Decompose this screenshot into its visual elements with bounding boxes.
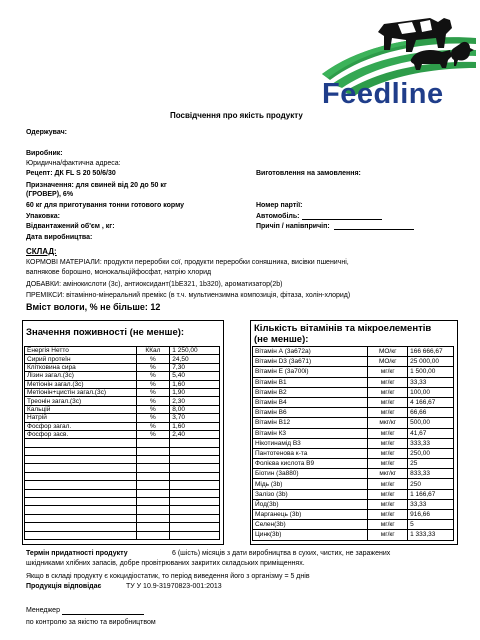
row-value-cell: 3,70 <box>170 414 220 422</box>
row-value-cell: 916,66 <box>408 510 454 520</box>
table-row <box>25 380 220 388</box>
row-value-cell: 5,40 <box>170 372 220 380</box>
producer-label: Виробник: <box>26 150 63 157</box>
row-unit-cell: % <box>136 405 170 413</box>
row-name-cell: Кальцій <box>25 405 137 413</box>
row-unit-cell: МО/кг <box>368 347 408 357</box>
table-row <box>253 367 454 377</box>
table-row <box>253 469 454 479</box>
table-row <box>253 510 454 520</box>
row-value-cell <box>170 531 220 539</box>
row-unit-cell: мг/кг <box>368 499 408 509</box>
row-name-cell <box>25 464 137 472</box>
row-unit-cell: % <box>136 422 170 430</box>
row-value-cell: 1 500,00 <box>408 367 454 377</box>
row-unit-cell: мг/кг <box>368 387 408 397</box>
row-name-cell: Вітамін В12 <box>253 418 368 428</box>
row-unit-cell: % <box>136 363 170 371</box>
row-name-cell: Йод(3b) <box>253 499 368 509</box>
row-unit-cell: мкг/кг <box>368 469 408 479</box>
row-value-cell: 333,33 <box>408 438 454 448</box>
table-row <box>25 481 220 489</box>
row-unit-cell: ККал <box>136 347 170 355</box>
cow-icon <box>378 18 452 52</box>
table-row <box>25 422 220 430</box>
shipped-volume-label: Відвантажений об'єм , кг: <box>26 223 115 230</box>
row-unit-cell: мг/кг <box>368 377 408 387</box>
row-name-cell <box>25 498 137 506</box>
row-unit-cell: мг/кг <box>368 438 408 448</box>
table-row <box>253 408 454 418</box>
nutrition-table <box>24 346 220 540</box>
row-name-cell: Біотин (3а880) <box>253 469 368 479</box>
row-value-cell: 1,60 <box>170 380 220 388</box>
row-unit-cell: % <box>136 388 170 396</box>
order-maker-label: Виготовлення на замовлення: <box>256 170 361 177</box>
row-name-cell: Мідь (3b) <box>253 479 368 489</box>
row-unit-cell <box>136 456 170 464</box>
row-name-cell <box>25 506 137 514</box>
recipe-label: Рецепт: ДК FL S 20 50/6/30 <box>26 170 116 177</box>
row-unit-cell <box>136 531 170 539</box>
row-name-cell <box>25 514 137 522</box>
row-name-cell: Лізин загал.(3с) <box>25 372 137 380</box>
row-name-cell: Натрій <box>25 414 137 422</box>
row-value-cell <box>170 481 220 489</box>
row-value-cell: 33,33 <box>408 377 454 387</box>
row-unit-cell: мг/кг <box>368 520 408 530</box>
row-name-cell: Вітамін D3 (3а671) <box>253 357 368 367</box>
row-name-cell: Клітковина сира <box>25 363 137 371</box>
row-name-cell <box>25 472 137 480</box>
manager-signature-line <box>62 614 144 615</box>
row-value-cell: 1,60 <box>170 422 220 430</box>
row-name-cell: Сирий протеїн <box>25 355 137 363</box>
table-row <box>253 428 454 438</box>
row-unit-cell <box>136 472 170 480</box>
table-row <box>25 514 220 522</box>
nutrition-heading: Значення поживності (не менше): <box>26 327 185 338</box>
row-unit-cell <box>136 464 170 472</box>
manager-label: Менеджер <box>26 607 60 614</box>
composition-line-3: ДОБАВКИ: амінокислоти (3с), антиоксидант(1bE321, 1b320), ароматизатор(2b) <box>26 281 283 288</box>
table-row <box>253 448 454 458</box>
table-row <box>25 355 220 363</box>
row-value-cell <box>170 489 220 497</box>
row-name-cell: Енергія Нетто <box>25 347 137 355</box>
table-row <box>253 520 454 530</box>
quality-control-label: по контролю за якістю та виробництвом <box>26 619 156 626</box>
row-value-cell <box>170 472 220 480</box>
row-name-cell <box>25 531 137 539</box>
row-value-cell: 24,50 <box>170 355 220 363</box>
composition-line-1: КОРМОВІ МАТЕРІАЛИ: продукти переробки сої, продукти переробки соняшника, висівки пшеничні, <box>26 259 349 266</box>
row-unit-cell: мг/кг <box>368 367 408 377</box>
row-name-cell: Вітамін А (3а672а) <box>253 347 368 357</box>
row-value-cell <box>170 456 220 464</box>
row-value-cell: 33,33 <box>408 499 454 509</box>
table-row <box>25 439 220 447</box>
table-row <box>253 418 454 428</box>
table-row <box>25 447 220 455</box>
row-name-cell: Марганець (3b) <box>253 510 368 520</box>
table-row <box>253 397 454 407</box>
row-value-cell: 25 <box>408 459 454 469</box>
row-value-cell <box>170 514 220 522</box>
table-row <box>253 357 454 367</box>
spec-value: ТУ У 10.9-31970823-001:2013 <box>126 583 222 590</box>
row-unit-cell: мг/кг <box>368 530 408 540</box>
row-unit-cell <box>136 489 170 497</box>
row-name-cell: Метіонін загал.(3с) <box>25 380 137 388</box>
vitamins-heading-line-2: (не менше): <box>254 334 309 345</box>
row-value-cell <box>170 439 220 447</box>
car-label: Автомобіль: <box>256 213 300 220</box>
shelf-life-text-2: шкідниками хлібних запасів, добре провітрюваних закритих складських приміщеннях. <box>26 560 305 567</box>
row-unit-cell <box>136 498 170 506</box>
row-name-cell <box>25 523 137 531</box>
row-name-cell: Вітамін В1 <box>253 377 368 387</box>
row-unit-cell: мг/кг <box>368 428 408 438</box>
row-value-cell: 1,90 <box>170 388 220 396</box>
row-value-cell: 5 <box>408 520 454 530</box>
logo-wordmark: Feedline <box>322 78 444 110</box>
table-row <box>25 498 220 506</box>
purpose-line-1: Призначення: для свиней від 20 до 50 кг <box>26 182 167 189</box>
row-name-cell: Вітамін Е (3а700і) <box>253 367 368 377</box>
shelf-life-text: 6 (шість) місяців з дати виробництва в сухих, чистих, не заражених <box>172 550 391 557</box>
table-row <box>25 397 220 405</box>
row-unit-cell: % <box>136 380 170 388</box>
packaging-label: Упаковка: <box>26 213 60 220</box>
row-value-cell: 833,33 <box>408 469 454 479</box>
row-name-cell <box>25 456 137 464</box>
row-value-cell <box>170 498 220 506</box>
row-name-cell: Метіонін+цистін загал.(3с) <box>25 388 137 396</box>
row-unit-cell <box>136 481 170 489</box>
composition-heading: СКЛАД: <box>26 247 57 256</box>
composition-line-4: ПРЕМІКСИ: вітамінно-мінеральний премікс (в т.ч. мультиензимна композиція, фітаза, холін-хлорид) <box>26 292 351 299</box>
table-row <box>25 523 220 531</box>
row-value-cell: 4 166,67 <box>408 397 454 407</box>
table-row <box>253 530 454 540</box>
row-unit-cell: % <box>136 414 170 422</box>
table-row <box>25 363 220 371</box>
row-value-cell: 166 666,67 <box>408 347 454 357</box>
table-row <box>25 489 220 497</box>
row-unit-cell: мг/кг <box>368 510 408 520</box>
row-value-cell <box>170 506 220 514</box>
row-name-cell: Вітамін К3 <box>253 428 368 438</box>
row-unit-cell <box>136 447 170 455</box>
table-row <box>25 388 220 396</box>
row-name-cell: Вітамін В6 <box>253 408 368 418</box>
row-unit-cell: мг/кг <box>368 459 408 469</box>
row-value-cell: 8,00 <box>170 405 220 413</box>
row-unit-cell <box>136 439 170 447</box>
table-row <box>253 499 454 509</box>
row-value-cell: 2,30 <box>170 397 220 405</box>
table-row <box>253 479 454 489</box>
table-row <box>253 438 454 448</box>
table-row <box>25 414 220 422</box>
table-row <box>253 377 454 387</box>
car-line <box>302 219 382 220</box>
row-unit-cell: % <box>136 372 170 380</box>
purpose-line-3: 60 кг для приготування тонни готового корму <box>26 202 185 209</box>
table-row <box>25 347 220 355</box>
row-unit-cell <box>136 514 170 522</box>
table-row <box>25 531 220 539</box>
row-name-cell <box>25 489 137 497</box>
purpose-line-2: (ГРОВЕР), 6% <box>26 191 74 198</box>
recipient-label: Одержувач: <box>26 129 67 136</box>
table-row <box>253 347 454 357</box>
row-name-cell: Треонін загал.(3с) <box>25 397 137 405</box>
row-value-cell <box>170 523 220 531</box>
composition-line-2: вапнякове борошно, монокальційфосфат, натрію хлорид <box>26 269 212 276</box>
row-name-cell: Фолієва кислота В9 <box>253 459 368 469</box>
row-value-cell: 66,66 <box>408 408 454 418</box>
row-value-cell <box>170 447 220 455</box>
table-row <box>25 506 220 514</box>
row-name-cell: Нікотинамід В3 <box>253 438 368 448</box>
row-value-cell: 100,00 <box>408 387 454 397</box>
table-row <box>25 405 220 413</box>
row-unit-cell: мг/кг <box>368 448 408 458</box>
table-row <box>25 372 220 380</box>
production-date-label: Дата виробництва: <box>26 234 93 241</box>
row-name-cell: Фосфор загал. <box>25 422 137 430</box>
table-row <box>253 489 454 499</box>
row-name-cell <box>25 481 137 489</box>
row-value-cell: 2,40 <box>170 430 220 438</box>
table-row <box>25 464 220 472</box>
row-value-cell: 1 250,00 <box>170 347 220 355</box>
vitamins-heading-line-1: Кількість вітамінів та мікроелементів <box>254 323 432 334</box>
table-row <box>25 472 220 480</box>
table-row <box>253 459 454 469</box>
row-value-cell: 1 333,33 <box>408 530 454 540</box>
row-unit-cell: мг/кг <box>368 489 408 499</box>
row-name-cell: Пантотенова к-та <box>253 448 368 458</box>
row-unit-cell: % <box>136 430 170 438</box>
row-name-cell <box>25 439 137 447</box>
row-name-cell <box>25 447 137 455</box>
row-value-cell <box>170 464 220 472</box>
vitamins-table <box>252 346 454 541</box>
row-unit-cell: МО/кг <box>368 357 408 367</box>
shelf-life-label: Термін придатності продукту <box>26 550 128 557</box>
row-name-cell: Залізо (3b) <box>253 489 368 499</box>
row-name-cell: Вітамін В4 <box>253 397 368 407</box>
document-title: Посвідчення про якість продукту <box>170 111 303 120</box>
row-unit-cell <box>136 523 170 531</box>
row-unit-cell: % <box>136 397 170 405</box>
row-value-cell: 1 166,67 <box>408 489 454 499</box>
row-unit-cell: мг/кг <box>368 397 408 407</box>
table-row <box>25 430 220 438</box>
coccidiostat-note: Якщо в складі продукту є кокцидіостатик, то період виведення його з організму = 5 днів <box>26 573 310 580</box>
row-value-cell: 25 000,00 <box>408 357 454 367</box>
trailer-line <box>334 229 414 230</box>
row-value-cell: 7,30 <box>170 363 220 371</box>
trailer-label: Причіп / напівпричіп: <box>256 223 330 230</box>
row-name-cell: Селен(3b) <box>253 520 368 530</box>
row-unit-cell: мкг/кг <box>368 418 408 428</box>
moisture-content: Вміст вологи, % не більше: 12 <box>26 302 161 312</box>
legal-address-label: Юридична/фактична адреса: <box>26 160 121 167</box>
row-name-cell: Вітамін В2 <box>253 387 368 397</box>
batch-label: Номер партії: <box>256 202 303 209</box>
row-name-cell: Цинк(3b) <box>253 530 368 540</box>
row-unit-cell <box>136 506 170 514</box>
row-value-cell: 250 <box>408 479 454 489</box>
row-unit-cell: % <box>136 355 170 363</box>
spec-label: Продукція відповідає <box>26 583 102 590</box>
row-value-cell: 250,00 <box>408 448 454 458</box>
table-row <box>25 456 220 464</box>
table-row <box>253 387 454 397</box>
row-unit-cell: мг/кг <box>368 408 408 418</box>
row-value-cell: 41,67 <box>408 428 454 438</box>
row-unit-cell: мг/кг <box>368 479 408 489</box>
row-value-cell: 500,00 <box>408 418 454 428</box>
row-name-cell: Фосфор засв. <box>25 430 137 438</box>
